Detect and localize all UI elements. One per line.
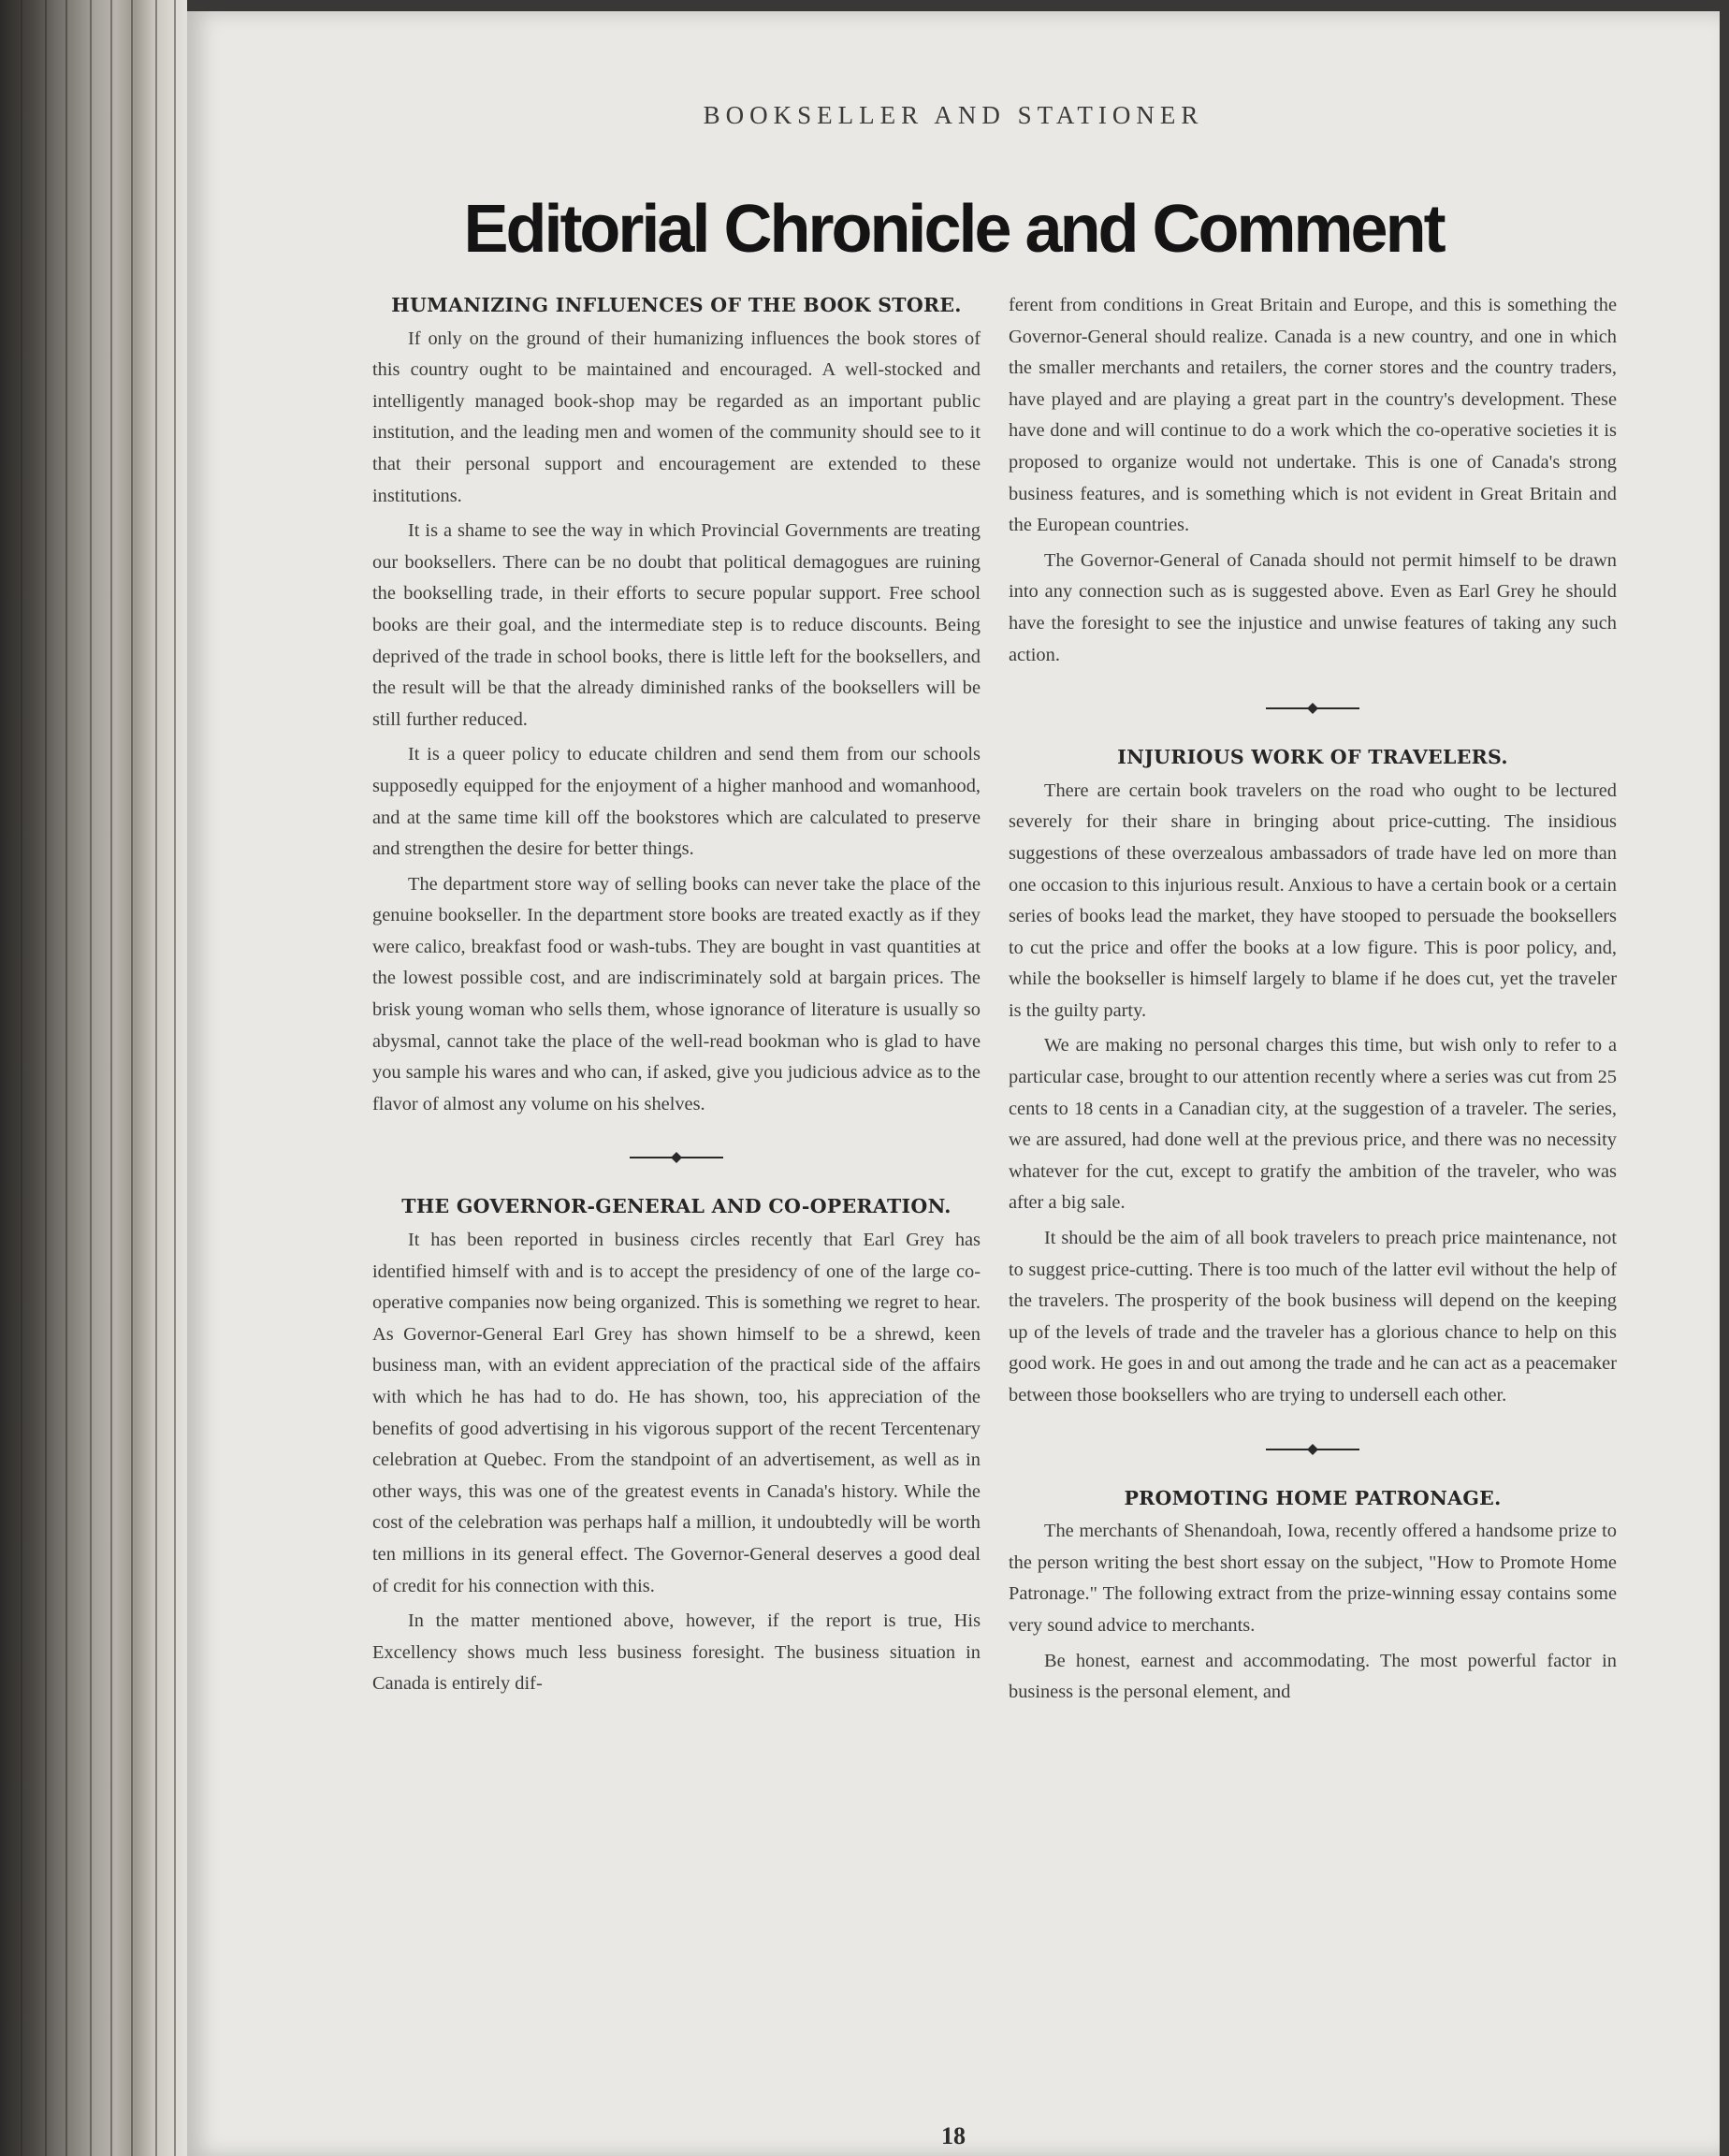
book-page-edges: [0, 0, 187, 2156]
paragraph: The Governor-General of Canada should not permit himself to be drawn into any connection such as is suggested above. Even as Earl Grey he should have the foresight to see the injustice and unwise features of taking any such action.: [1009, 549, 1617, 665]
paragraph: There are certain book travelers on the road who ought to be lectured severely for their share in bringing about price-cutting. The insidious suggestions of these overzealous ambassadors of trade have led on more than one occasion to this injurious result. Anxious to have a certain book or a certain series of books lead the market, they have stooped to persuade the booksellers to cut the price and offer the books at a low figure. This is poor policy, and, while the bookseller is himself largely to blame if he does cut, yet the traveler is the guilty party.: [1009, 779, 1617, 1021]
right-column: [1009, 290, 1617, 1712]
running-head: BOOKSELLER AND STATIONER: [703, 101, 1204, 129]
page-headline: Editorial Chronicle and Comment: [463, 192, 1444, 267]
paragraph: The merchants of Shenandoah, Iowa, recently offered a handsome prize to the person writing the best short essay on the subject, "How to Promote Home Patronage." The following extract from the prize-winning essay contains some very sound advice to merchants.: [1009, 1521, 1617, 1636]
section-title-governor-general: THE GOVERNOR-GENERAL AND CO-OPERATION.: [401, 1195, 952, 1218]
section-title-humanizing: HUMANIZING INFLUENCES OF THE BOOK STORE.: [391, 294, 962, 316]
paragraph: It is a shame to see the way in which Provincial Governments are treating our booksellers. There can be no doubt that political demagogues are ruining the bookselling trade, in their efforts to secure popular support. Free school books are their goal, and the intermediate step is to reduce discounts. Being deprived of the trade in school books, there is little left for the booksellers, and the result will be that the already diminished ranks of the booksellers will be still further reduced.: [372, 520, 981, 730]
left-column: [372, 290, 981, 1704]
section-divider-ornament: [1009, 1416, 1617, 1483]
section-divider-ornament: [372, 1124, 981, 1191]
paragraph: It has been reported in business circles recently that Earl Grey has identified himself with and is to accept the presidency of one of the large co-operative companies now being organized. This is something we regret to hear. As Governor-General Earl Grey has shown himself to be a shrewd, keen business man, with an evident appreciation of the practical side of the affairs with which he has had to do. He has shown, too, his appreciation of the benefits of good advertising in his vigorous support of the recent Tercentenary celebration at Quebec. From the standpoint of an advertisement, as well as in other ways, this was one of the greatest events in Canada's history. While the cost of the celebration was perhaps half a million, it undoubtedly will be worth ten millions in its general effect. The Governor-General deserves a good deal of credit for his connection with this.: [372, 1230, 981, 1596]
magazine-page: [187, 11, 1720, 2156]
paragraph: It is a queer policy to educate children and send them from our schools supposedly equipped for the enjoyment of a higher manhood and womanhood, and at the same time kill off the bookstores which are calculated to preserve and strengthen the desire for better things.: [372, 744, 981, 860]
section-title-travelers: INJURIOUS WORK OF TRAVELERS.: [1117, 746, 1508, 769]
paragraph: The department store way of selling books can never take the place of the genuine bookseller. In the department store books are treated exactly as if they were calico, breakfast food or wash-tubs. They are bought in vast quantities at the lowest possible cost, and are indiscriminately sold at bargain prices. The brisk young woman who sells them, whose ignorance of literature is usually so abysmal, cannot take the place of the well-read bookman who is glad to have you sample his wares and who can, if asked, give you judicious advice as to the flavor of almost any volume on his shelves.: [372, 873, 981, 1114]
paragraph: ferent from conditions in Great Britain and Europe, and this is something the Governor-General should realize. Canada is a new country, and one in which the smaller merchants and retailers, the corner stores and the country traders, have played and are playing a great part in the country's development. These have done and will continue to do a work which the co-operative societies it is proposed to organize would not undertake. This is one of Canada's strong business features, and is something which is not evident in Great Britain and the European countries.: [1009, 295, 1617, 536]
paragraph: It should be the aim of all book travelers to preach price maintenance, not to suggest price-cutting. There is too much of the latter evil without the help of the travelers. The prosperity of the book business will depend on the keeping up of the levels of trade and the traveler has a glorious chance to help on this good work. He goes in and out among the trade and he can act as a peacemaker between those booksellers who are trying to undersell each other.: [1009, 1228, 1617, 1406]
paragraph: In the matter mentioned above, however, if the report is true, His Excellency shows much less business foresight. The business situation in Canada is entirely dif-: [372, 1610, 981, 1695]
paragraph: Be honest, earnest and accommodating. The most powerful factor in business is the personal element, and: [1009, 1650, 1617, 1703]
paragraph: We are making no personal charges this time, but wish only to refer to a particular case, brought to our attention recently where a series was cut from 25 cents to 18 cents in a Canadian city, at the suggestion of a traveler. The series, we are assured, had done well at the previous price, and there was no necessity whatever for the cut, except to gratify the ambition of the traveler, who was after a big sale.: [1009, 1035, 1617, 1214]
page-number: 18: [941, 2122, 966, 2149]
section-divider-ornament: [1009, 675, 1617, 742]
section-title-home-patronage: PROMOTING HOME PATRONAGE.: [1124, 1486, 1502, 1509]
paragraph: If only on the ground of their humanizing influences the book stores of this country ought to be maintained and encouraged. A well-stocked and intelligently managed book-shop may be regarded as an important public institution, and the leading men and women of the community should see to it that their personal support and encouragement are extended to these institutions.: [372, 328, 981, 506]
